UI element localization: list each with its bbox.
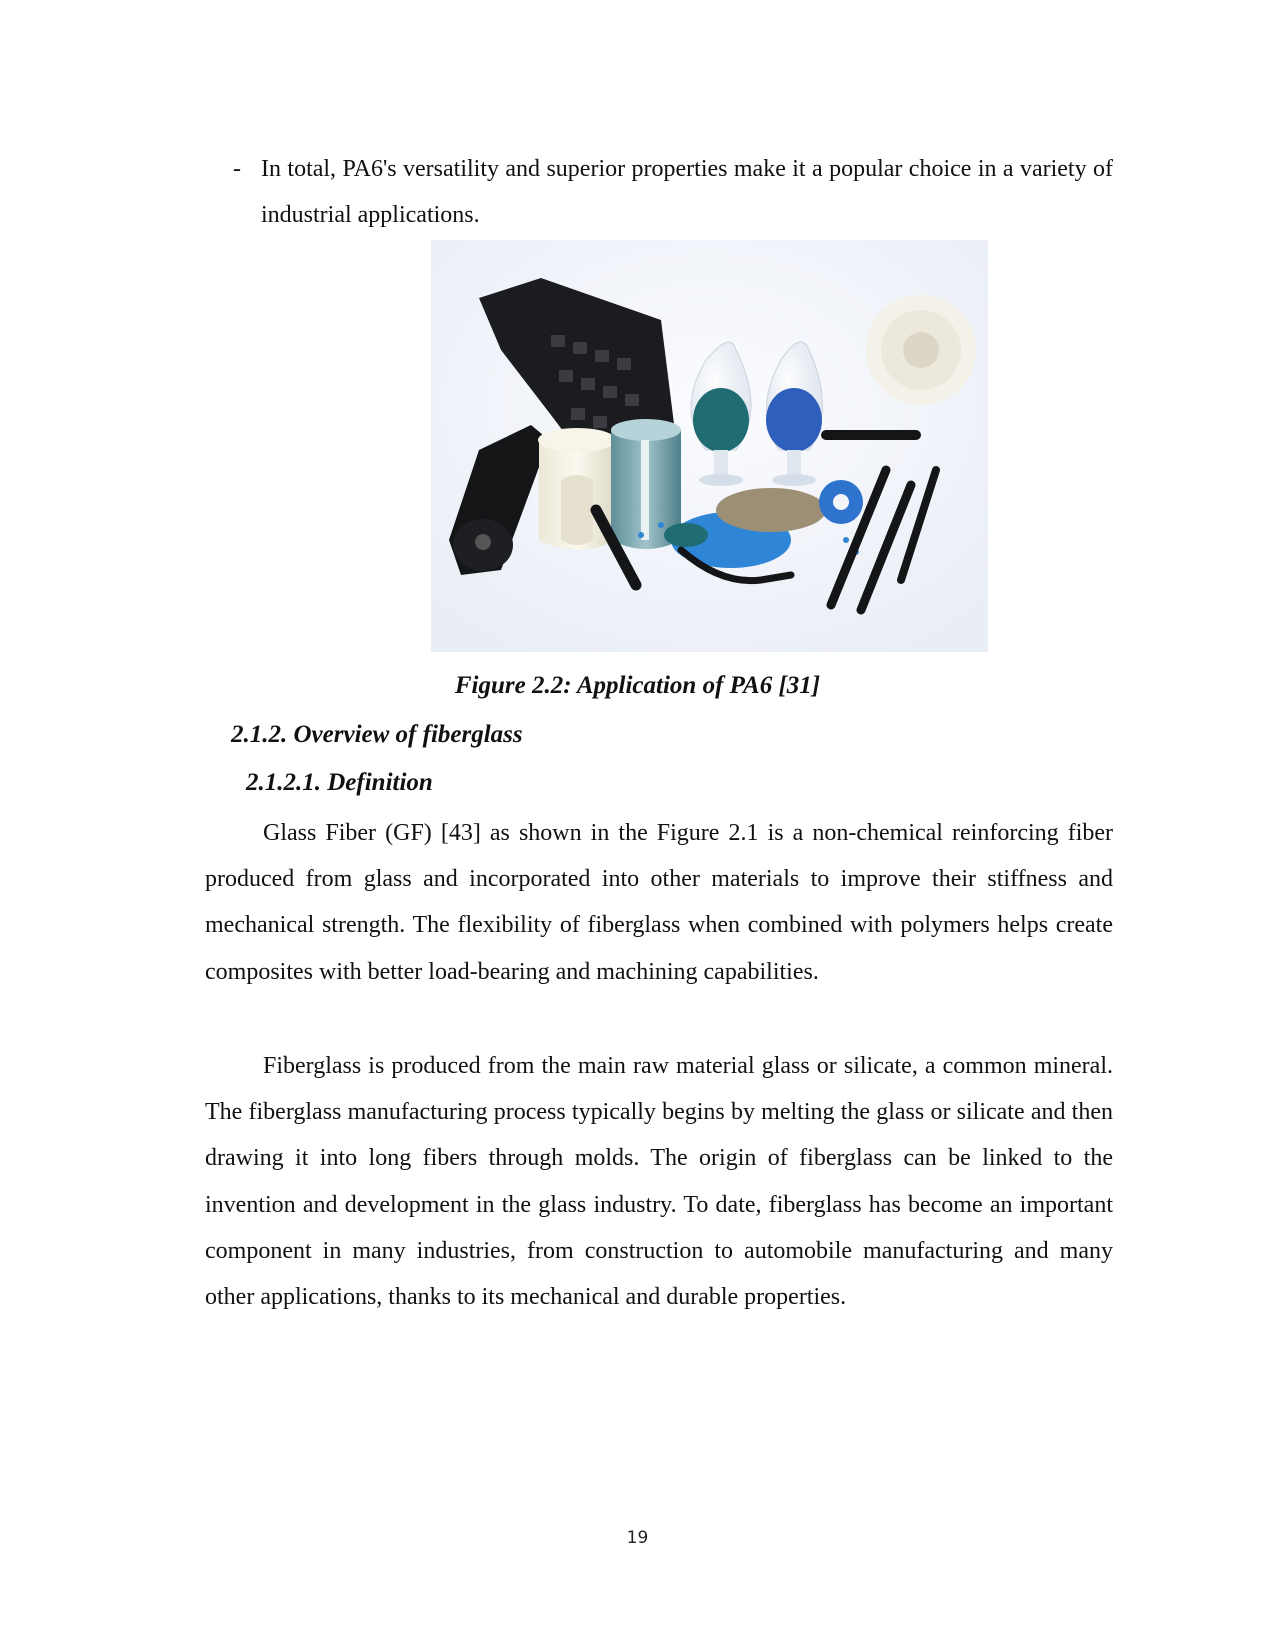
paragraph: Fiberglass is produced from the main raw material glass or silicate, a common mineral. The fiberglass manufacturing process typically begins by melting the glass or silicate and then drawing it into long fibers through molds. The origin of fiberglass can be linked to the invention and development in the glass industry. To date, fiberglass has become an important component in many industries, from construction to automobile manufacturing and many other applications, thanks to its mechanical and durable properties.	[205, 1053, 1113, 1311]
bullet-marker: -	[233, 156, 241, 182]
bullet-item	[233, 146, 1113, 238]
paragraph: Glass Fiber (GF) [43] as shown in the Figure 2.1 is a non-chemical reinforcing fiber produced from glass and incorporated into other materials to improve their stiffness and mechanical strength. The flexibility of fiberglass when combined with polymers helps create composites with better load-bearing and machining capabilities.	[205, 820, 1113, 985]
figure-pa6-applications-photo	[431, 240, 988, 652]
section-heading: 2.1.2. Overview of fiberglass	[231, 721, 523, 748]
blue-gear	[819, 480, 863, 524]
white-spool	[866, 295, 976, 405]
bullet-text: In total, PA6's versatility and superior properties make it a popular choice in a variety of industrial applications.	[261, 156, 1113, 228]
subsection-heading: 2.1.2.1. Definition	[246, 769, 433, 796]
pa6-products-illustration	[431, 240, 988, 652]
figure-caption: Figure 2.2: Application of PA6 [31]	[454, 672, 821, 699]
page-number: 19	[626, 1528, 649, 1548]
